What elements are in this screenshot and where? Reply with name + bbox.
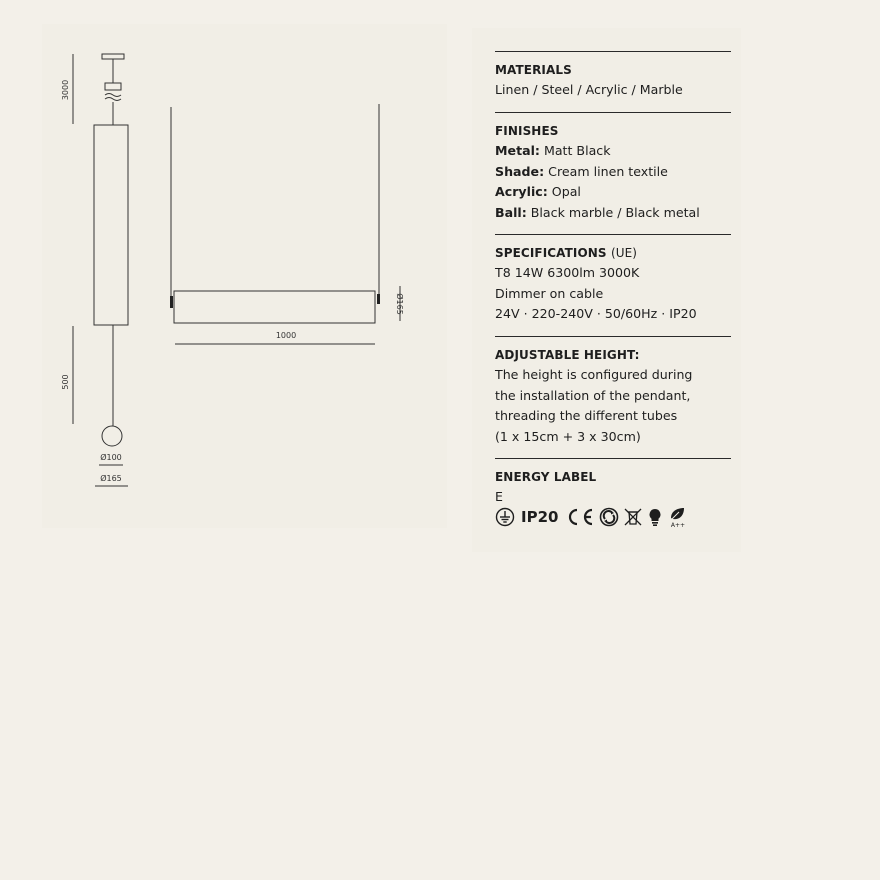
materials-line: Linen / Steel / Acrylic / Marble — [495, 82, 683, 97]
energy-class-text: A++ — [671, 522, 686, 528]
recycle-icon — [599, 507, 619, 527]
dim-width: 1000 — [275, 331, 297, 340]
adjustable-line-4: (1 x 15cm + 3 x 30cm) — [495, 428, 641, 444]
pendant-tube-side — [94, 125, 128, 325]
spec-line-dimmer: Dimmer on cable — [495, 285, 604, 301]
ceiling-canopy — [102, 54, 124, 59]
finish-acrylic-value: Opal — [551, 184, 581, 199]
ground-icon — [495, 507, 515, 527]
energy-label-value: E — [495, 489, 503, 504]
materials-section — [495, 51, 731, 101]
technical-drawing — [42, 24, 447, 528]
energy-label-section — [495, 458, 731, 508]
finishes-section — [495, 112, 731, 223]
finish-acrylic-label: Acrylic: — [495, 184, 548, 199]
energy-label-title: ENERGY LABEL — [495, 470, 597, 484]
specifications-section — [495, 234, 731, 325]
dim-ball-outer: Ø165 — [100, 474, 122, 483]
finish-ball-value: Black marble / Black metal — [530, 204, 700, 220]
finishes-title: FINISHES — [495, 124, 559, 138]
pendant-ball — [102, 426, 122, 446]
finish-metal-label: Metal: — [495, 143, 540, 158]
certification-icons — [495, 506, 689, 528]
dim-ball-inner: Ø100 — [100, 453, 122, 462]
adjustable-height-title: ADJUSTABLE HEIGHT: — [495, 348, 640, 362]
specifications-title-suffix: (UE) — [610, 246, 638, 260]
weee-bin-icon — [623, 507, 643, 527]
pendant-tube-front — [174, 291, 375, 323]
break-symbol-2 — [105, 98, 121, 101]
specifications-title — [495, 243, 731, 263]
adjustable-line-1: The height is configured during — [495, 367, 693, 382]
specifications-title-main: SPECIFICATIONS — [495, 246, 607, 260]
finish-shade — [495, 162, 731, 183]
finish-ball-label: Ball: — [495, 204, 527, 220]
dim-height-bottom: 500 — [61, 374, 70, 390]
break-symbol-1 — [105, 94, 121, 97]
spec-line-electrical: 24V · 220-240V · 50/60Hz · IP20 — [495, 306, 697, 321]
adjustable-height-section — [495, 336, 731, 447]
finish-shade-label: Shade: — [495, 163, 545, 179]
rod-connector — [105, 83, 121, 90]
finish-shade-value: Cream linen textile — [548, 163, 668, 179]
finish-ball — [495, 203, 731, 224]
ce-mark-icon — [565, 507, 595, 527]
adjustable-line-3: threading the different tubes — [495, 408, 678, 423]
ip-rating: IP20 — [521, 508, 559, 526]
dim-height-top: 3000 — [61, 79, 70, 101]
energy-class-icon — [667, 506, 689, 528]
technical-drawing-panel — [42, 24, 447, 528]
dim-tube-diameter: Ø165 — [395, 293, 404, 315]
finish-metal — [495, 141, 731, 162]
specifications-panel — [472, 28, 741, 552]
finish-acrylic — [495, 182, 731, 203]
bulb-icon — [647, 507, 663, 527]
finish-metal-value: Matt Black — [543, 143, 611, 158]
materials-title: MATERIALS — [495, 63, 572, 77]
adjustable-line-2: the installation of the pendant, — [495, 387, 691, 403]
spec-line-lamp: T8 14W 6300lm 3000K — [495, 265, 640, 280]
